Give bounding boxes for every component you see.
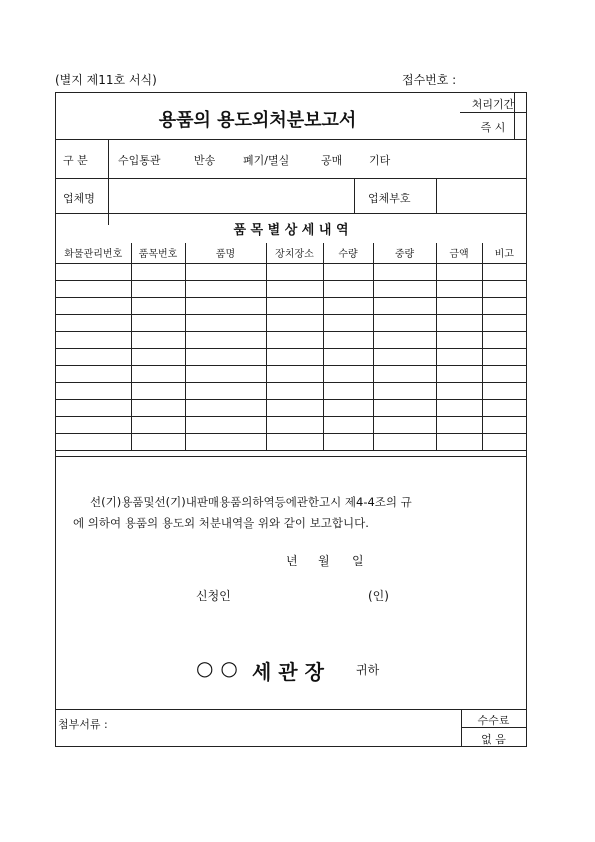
column-header-weight: 중량	[373, 243, 436, 263]
table-cell[interactable]	[436, 365, 482, 382]
table-cell[interactable]	[482, 365, 526, 382]
table-cell[interactable]	[266, 416, 323, 433]
table-cell[interactable]	[373, 331, 436, 348]
table-row	[56, 331, 526, 348]
table-cell[interactable]	[185, 433, 266, 450]
date-day-label: 일	[352, 554, 364, 568]
table-cell[interactable]	[266, 399, 323, 416]
table-cell[interactable]	[56, 399, 131, 416]
table-row	[56, 433, 526, 450]
table-cell[interactable]	[373, 297, 436, 314]
table-cell[interactable]	[323, 433, 373, 450]
table-row	[56, 263, 526, 280]
category-label: 구 분	[63, 154, 88, 167]
table-cell[interactable]	[266, 297, 323, 314]
table-cell[interactable]	[266, 331, 323, 348]
column-header-amount: 금액	[436, 243, 482, 263]
table-cell[interactable]	[373, 416, 436, 433]
table-cell[interactable]	[185, 263, 266, 280]
table-cell[interactable]	[436, 280, 482, 297]
table-cell[interactable]	[323, 280, 373, 297]
table-cell[interactable]	[373, 263, 436, 280]
table-cell[interactable]	[436, 382, 482, 399]
addressee-suffix: 귀하	[356, 663, 380, 677]
table-cell[interactable]	[131, 382, 185, 399]
table-cell[interactable]	[56, 382, 131, 399]
table-cell[interactable]	[482, 416, 526, 433]
category-option-auction[interactable]: 공매	[321, 154, 343, 167]
table-cell[interactable]	[56, 365, 131, 382]
company-name-label: 업체명	[63, 192, 95, 205]
category-option-import[interactable]: 수입통관	[118, 154, 161, 167]
table-cell[interactable]	[56, 280, 131, 297]
table-cell[interactable]	[131, 399, 185, 416]
table-cell[interactable]	[436, 348, 482, 365]
table-cell[interactable]	[482, 297, 526, 314]
column-header-item-no: 품목번호	[131, 243, 185, 263]
table-cell[interactable]	[266, 348, 323, 365]
column-header-item-name: 품명	[185, 243, 266, 263]
items-table	[56, 243, 526, 451]
table-cell[interactable]	[185, 365, 266, 382]
company-code-field[interactable]	[437, 179, 525, 212]
seal-mark: (인)	[368, 589, 389, 603]
table-cell[interactable]	[482, 382, 526, 399]
table-cell[interactable]	[323, 416, 373, 433]
fee-value: 없 음	[481, 733, 506, 746]
table-cell[interactable]	[373, 433, 436, 450]
table-cell[interactable]	[131, 433, 185, 450]
table-cell[interactable]	[436, 331, 482, 348]
table-cell[interactable]	[185, 416, 266, 433]
applicant-label: 신청인	[196, 589, 231, 603]
table-row	[56, 416, 526, 433]
table-cell[interactable]	[131, 280, 185, 297]
date-year-label: 년	[286, 554, 298, 568]
table-cell[interactable]	[185, 297, 266, 314]
company-code-label: 업체부호	[368, 192, 411, 205]
table-cell[interactable]	[266, 263, 323, 280]
column-header-cargo-no: 화물관리번호	[56, 243, 131, 263]
customs-office-placeholder: ○ ○	[196, 656, 238, 680]
category-option-other[interactable]: 기타	[369, 154, 391, 167]
company-name-field[interactable]	[109, 179, 353, 224]
table-cell[interactable]	[56, 348, 131, 365]
receipt-number-label: 접수번호 :	[402, 73, 457, 87]
table-row	[56, 399, 526, 416]
table-cell[interactable]	[373, 348, 436, 365]
table-cell[interactable]	[436, 399, 482, 416]
table-row	[56, 348, 526, 365]
table-cell[interactable]	[436, 416, 482, 433]
table-cell[interactable]	[185, 314, 266, 331]
table-cell[interactable]	[131, 416, 185, 433]
table-cell[interactable]	[436, 297, 482, 314]
statement-line-1: 선(기)용품및선(기)내판매용품의하역등에관한고시 제4-4조의 규	[90, 495, 412, 509]
table-cell[interactable]	[131, 348, 185, 365]
column-header-quantity: 수량	[323, 243, 373, 263]
table-cell[interactable]	[56, 263, 131, 280]
table-cell[interactable]	[436, 433, 482, 450]
table-row	[56, 365, 526, 382]
table-cell[interactable]	[266, 280, 323, 297]
table-cell[interactable]	[266, 382, 323, 399]
table-cell[interactable]	[56, 433, 131, 450]
table-cell[interactable]	[56, 416, 131, 433]
table-cell[interactable]	[56, 331, 131, 348]
report-form	[55, 92, 527, 747]
processing-period-value: 즉 시	[480, 121, 506, 134]
table-cell[interactable]	[131, 331, 185, 348]
table-header-row	[56, 243, 526, 263]
date-month-label: 월	[318, 554, 330, 568]
table-cell[interactable]	[482, 399, 526, 416]
table-cell[interactable]	[131, 314, 185, 331]
divider	[56, 213, 526, 214]
table-cell[interactable]	[373, 382, 436, 399]
table-cell[interactable]	[323, 297, 373, 314]
divider	[56, 456, 526, 457]
table-cell[interactable]	[266, 314, 323, 331]
table-cell[interactable]	[323, 382, 373, 399]
table-cell[interactable]	[131, 297, 185, 314]
table-cell[interactable]	[131, 263, 185, 280]
statement-line-2: 에 의하여 용품의 용도외 처분내역을 위와 같이 보고합니다.	[73, 516, 369, 530]
column-header-remarks: 비고	[482, 243, 526, 263]
category-option-disposal[interactable]: 폐기/멸실	[243, 154, 290, 167]
table-cell[interactable]	[323, 331, 373, 348]
column-header-storage: 장치장소	[266, 243, 323, 263]
table-row	[56, 314, 526, 331]
category-option-return[interactable]: 반송	[194, 154, 216, 167]
attachments-label: 첨부서류 :	[58, 718, 108, 731]
table-cell[interactable]	[323, 399, 373, 416]
table-cell[interactable]	[323, 314, 373, 331]
table-cell[interactable]	[482, 314, 526, 331]
table-cell[interactable]	[482, 331, 526, 348]
table-cell[interactable]	[373, 399, 436, 416]
table-cell[interactable]	[482, 348, 526, 365]
table-cell[interactable]	[266, 433, 323, 450]
divider	[56, 139, 526, 140]
table-cell[interactable]	[323, 263, 373, 280]
table-cell[interactable]	[482, 433, 526, 450]
table-row	[56, 280, 526, 297]
page-title: 용품의 용도외처분보고서	[158, 110, 357, 131]
table-cell[interactable]	[323, 348, 373, 365]
table-row	[56, 297, 526, 314]
table-cell[interactable]	[185, 331, 266, 348]
table-cell[interactable]	[323, 365, 373, 382]
table-cell[interactable]	[56, 314, 131, 331]
table-cell[interactable]	[185, 382, 266, 399]
divider	[460, 112, 526, 113]
details-title: 품 목 별 상 세 내 역	[233, 223, 349, 238]
table-cell[interactable]	[185, 399, 266, 416]
table-row	[56, 382, 526, 399]
divider	[354, 178, 355, 213]
processing-period-label: 처리기간	[471, 98, 515, 111]
table-cell[interactable]	[373, 314, 436, 331]
customs-head-title: 세 관 장	[252, 660, 324, 684]
table-cell[interactable]	[373, 365, 436, 382]
table-cell[interactable]	[185, 348, 266, 365]
table-cell[interactable]	[482, 280, 526, 297]
form-number: (별지 제11호 서식)	[55, 73, 157, 87]
table-cell[interactable]	[482, 263, 526, 280]
table-cell[interactable]	[185, 280, 266, 297]
table-cell[interactable]	[436, 263, 482, 280]
table-cell[interactable]	[131, 365, 185, 382]
table-cell[interactable]	[373, 280, 436, 297]
fee-label: 수수료	[477, 714, 510, 727]
table-cell[interactable]	[56, 297, 131, 314]
divider	[56, 709, 526, 710]
table-cell[interactable]	[436, 314, 482, 331]
table-cell[interactable]	[266, 365, 323, 382]
